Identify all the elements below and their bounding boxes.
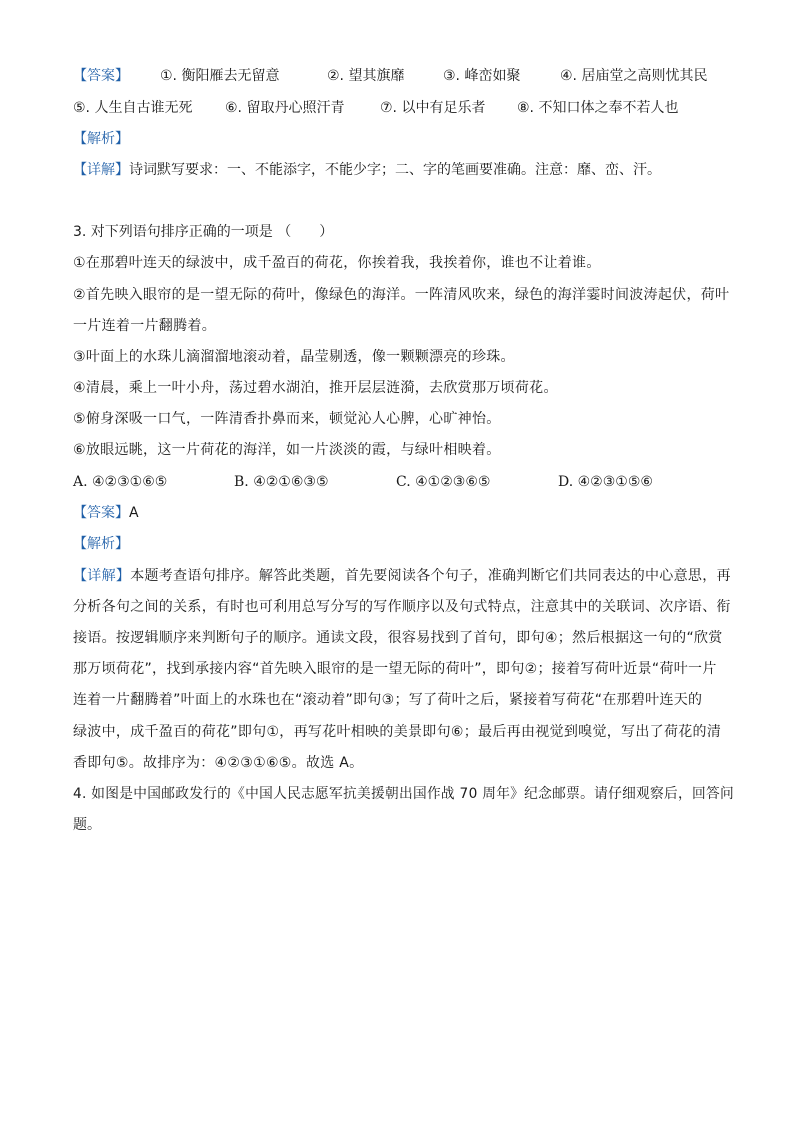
answer-item-7: ⑦. 以中有足乐者 — [380, 100, 486, 116]
answer-item-6: ⑥. 留取丹心照汗青 — [225, 100, 345, 116]
answer-item-8: ⑧. 不知口体之奉不若人也 — [517, 100, 679, 116]
detail-tag: 【详解】 — [73, 162, 129, 178]
q2-answer-row-1 — [73, 66, 129, 86]
q3-detail-line-6: 绿波中，成千盈百的荷花”即句①，再写花叶相映的美景即句⑥；最后再由视觉到嗅觉，写出了荷花的清 — [73, 724, 722, 740]
q3-detail-line-2: 分析各句之间的关系，有时也可利用总写分写的写作顺序以及句式特点，注意其中的关联词、次序语、衔 — [73, 599, 731, 615]
option-c: C. ④①②③⑥⑤ — [396, 474, 491, 490]
sentence-4: ④清晨，乘上一叶小舟，荡过碧水湖泊，推开层层涟漪，去欣赏那万顷荷花。 — [73, 380, 558, 396]
analysis-tag: 【解析】 — [73, 536, 129, 552]
answer-tag: 【答案】 — [73, 68, 129, 84]
answer-tag: 【答案】 — [73, 505, 129, 521]
analysis-tag: 【解析】 — [73, 131, 129, 147]
sentence-3: ③叶面上的水珠儿滴溜溜地滚动着，晶莹剔透，像一颗颗漂亮的珍珠。 — [73, 349, 515, 365]
answer-item-5: ⑤. 人生自古谁无死 — [73, 100, 193, 116]
q3-detail-line-4: 那万顷荷花”，找到承接内容“首先映入眼帘的是一望无际的荷叶”，即句②；接着写荷叶近景“荷叶一片 — [73, 661, 717, 677]
q3-answer — [73, 503, 139, 523]
answer-item-3: ③. 峰峦如聚 — [443, 68, 521, 84]
q2-detail — [73, 160, 661, 180]
sentence-6: ⑥放眼远眺，这一片荷花的海洋，如一片淡淡的霞，与绿叶相映着。 — [73, 442, 501, 458]
q3-analysis-heading — [73, 534, 129, 554]
sentence-2: ②首先映入眼帘的是一望无际的荷叶，像绿色的海洋。一阵清风吹来，绿色的海洋霎时间波涛起伏，荷叶 — [73, 287, 730, 303]
answer-item-4: ④. 居庙堂之高则忧其民 — [560, 68, 708, 84]
sentence-5: ⑤俯身深吸一口气，一阵清香扑鼻而来，顿觉沁人心脾，心旷神怡。 — [73, 411, 501, 427]
detail-text: 诗词默写要求：一、不能添字，不能少字；二、字的笔画要准确。注意：靡、峦、汗。 — [129, 162, 661, 178]
q4-stem-line-1: 4. 如图是中国邮政发行的《中国人民志愿军抗美援朝出国作战 70 周年》纪念邮票。请仔细观察后，回答问 — [73, 786, 734, 802]
sentence-1: ①在那碧叶连天的绿波中，成千盈百的荷花，你挨着我，我挨着你，谁也不让着谁。 — [73, 255, 601, 271]
q3-detail-line-3: 接语。按逻辑顺序来判断句子的顺序。通读文段，很容易找到了首句，即句④；然后根据这一句的“欣赏 — [73, 630, 723, 646]
q4-stem-line-2: 题。 — [73, 817, 101, 833]
q3-detail-line-7: 香即句⑤。故排序为：④②③①⑥⑤。故选 A。 — [73, 755, 364, 771]
q3-detail-line-5: 连着一片翻腾着”叶面上的水珠也在“滚动着”即句③；写了荷叶之后，紧接着写荷花“在那碧叶连天的 — [73, 692, 703, 708]
detail-tag: 【详解】 — [73, 568, 131, 584]
answer-value: A — [129, 505, 139, 521]
option-b: B. ④②①⑥③⑤ — [234, 474, 329, 490]
option-d: D. ④②③①⑤⑥ — [558, 474, 653, 490]
q2-analysis-heading — [73, 129, 129, 149]
answer-item-1: ①. 衡阳雁去无留意 — [160, 68, 280, 84]
answer-item-2: ②. 望其旗靡 — [327, 68, 405, 84]
q3-stem: 3. 对下列语句排序正确的一项是 （ ） — [73, 224, 334, 240]
sentence-2-cont: 一片连着一片翻腾着。 — [73, 318, 216, 334]
q3-detail-line-1 — [73, 566, 731, 586]
detail-text: 本题考查语句排序。解答此类题，首先要阅读各个句子，准确判断它们共同表达的中心意思，再 — [130, 568, 731, 584]
option-a: A. ④②③①⑥⑤ — [73, 474, 168, 490]
